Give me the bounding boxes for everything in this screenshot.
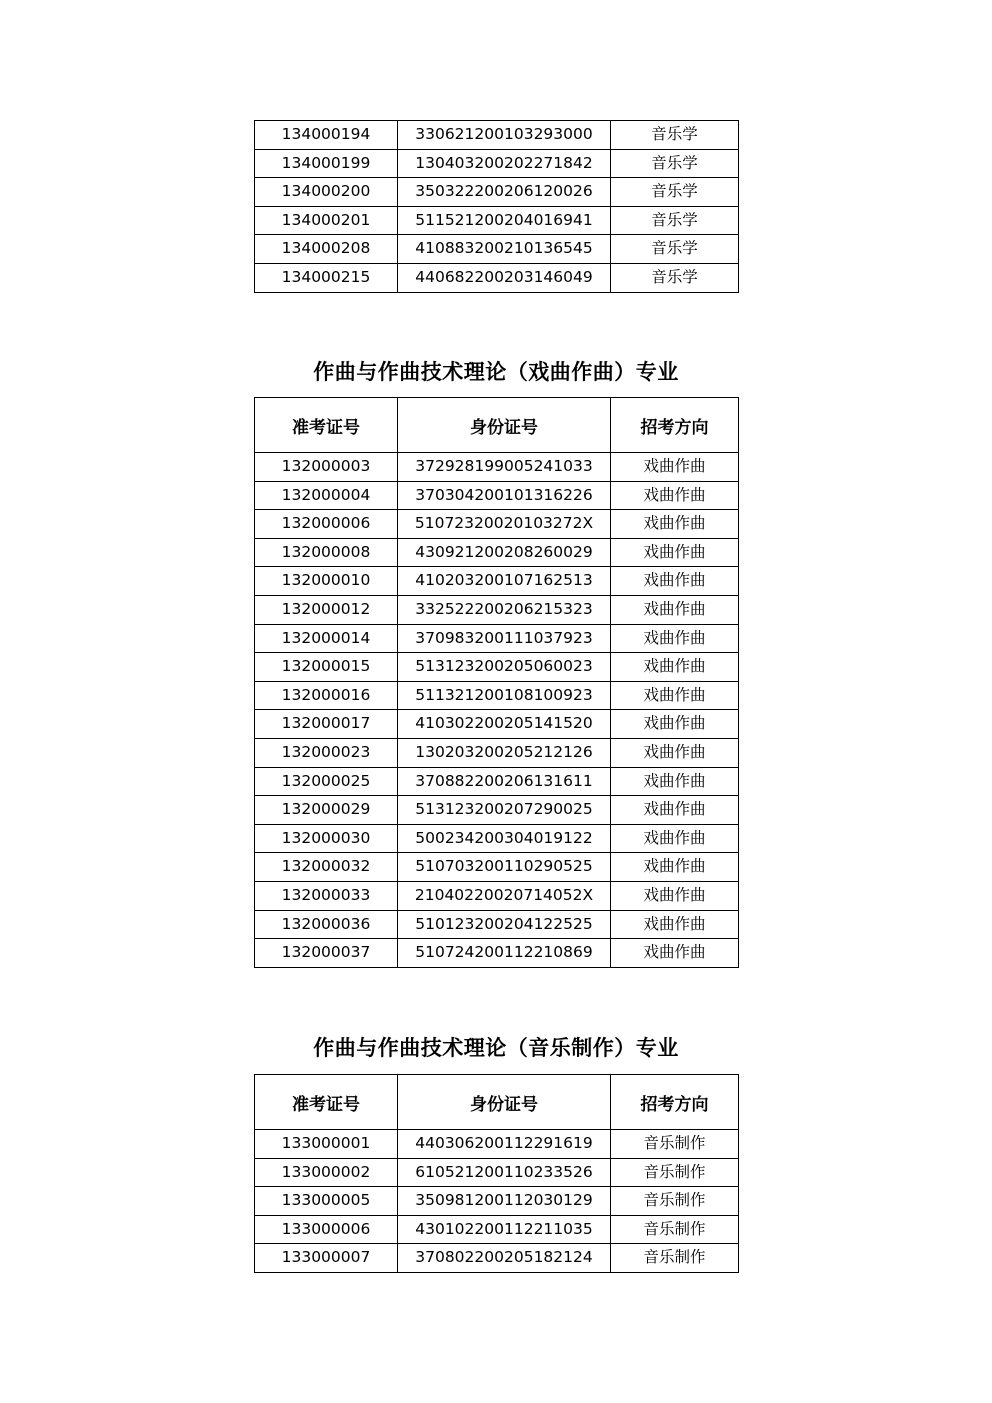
cell-direction: 戏曲作曲 (611, 653, 739, 682)
cell-id-number: 330621200103293000 (398, 121, 611, 150)
cell-direction: 戏曲作曲 (611, 681, 739, 710)
table-row (255, 624, 739, 653)
opera-composition-table (254, 397, 739, 968)
cell-exam-number: 134000201 (255, 206, 398, 235)
table-row (255, 235, 739, 264)
cell-id-number: 350981200112030129 (398, 1187, 611, 1216)
cell-direction: 音乐学 (611, 235, 739, 264)
cell-direction: 戏曲作曲 (611, 881, 739, 910)
cell-direction: 戏曲作曲 (611, 453, 739, 482)
cell-exam-number: 134000194 (255, 121, 398, 150)
music-table-body (255, 121, 739, 293)
table-row (255, 910, 739, 939)
cell-direction: 音乐制作 (611, 1158, 739, 1187)
cell-id-number: 350322200206120026 (398, 178, 611, 207)
table-row (255, 1187, 739, 1216)
cell-direction: 戏曲作曲 (611, 853, 739, 882)
cell-id-number: 610521200110233526 (398, 1158, 611, 1187)
cell-id-number: 410302200205141520 (398, 710, 611, 739)
cell-direction: 戏曲作曲 (611, 538, 739, 567)
cell-id-number: 130203200205212126 (398, 738, 611, 767)
cell-id-number: 332522200206215323 (398, 595, 611, 624)
cell-exam-number: 132000003 (255, 453, 398, 482)
header-exam-number: 准考证号 (255, 1075, 398, 1130)
table-row (255, 738, 739, 767)
table-row (255, 1215, 739, 1244)
table-row (255, 263, 739, 292)
cell-exam-number: 132000017 (255, 710, 398, 739)
cell-id-number: 500234200304019122 (398, 824, 611, 853)
cell-exam-number: 132000037 (255, 939, 398, 968)
table-row (255, 767, 739, 796)
cell-id-number: 513123200207290025 (398, 796, 611, 825)
opera-composition-heading: 作曲与作曲技术理论（戏曲作曲）专业 (313, 360, 679, 384)
cell-direction: 音乐制作 (611, 1187, 739, 1216)
cell-exam-number: 133000001 (255, 1130, 398, 1159)
cell-direction: 戏曲作曲 (611, 767, 739, 796)
cell-id-number: 430921200208260029 (398, 538, 611, 567)
table-row (255, 453, 739, 482)
cell-id-number: 440306200112291619 (398, 1130, 611, 1159)
cell-id-number: 510724200112210869 (398, 939, 611, 968)
cell-id-number: 410883200210136545 (398, 235, 611, 264)
cell-direction: 音乐学 (611, 206, 739, 235)
table-row (255, 1130, 739, 1159)
cell-exam-number: 132000012 (255, 595, 398, 624)
table-row (255, 206, 739, 235)
cell-direction: 戏曲作曲 (611, 738, 739, 767)
table-header-row (255, 398, 739, 453)
table-row (255, 1244, 739, 1273)
cell-exam-number: 134000200 (255, 178, 398, 207)
cell-exam-number: 134000215 (255, 263, 398, 292)
cell-exam-number: 132000004 (255, 481, 398, 510)
cell-direction: 戏曲作曲 (611, 796, 739, 825)
cell-direction: 音乐制作 (611, 1244, 739, 1273)
header-exam-number: 准考证号 (255, 398, 398, 453)
cell-direction: 音乐学 (611, 263, 739, 292)
cell-direction: 音乐学 (611, 121, 739, 150)
cell-id-number: 370304200101316226 (398, 481, 611, 510)
cell-id-number: 51072320020103272X (398, 510, 611, 539)
cell-direction: 戏曲作曲 (611, 510, 739, 539)
cell-direction: 戏曲作曲 (611, 824, 739, 853)
table-row (255, 538, 739, 567)
cell-id-number: 430102200112211035 (398, 1215, 611, 1244)
table-row (255, 653, 739, 682)
header-id-number: 身份证号 (398, 398, 611, 453)
cell-id-number: 410203200107162513 (398, 567, 611, 596)
cell-id-number: 513123200205060023 (398, 653, 611, 682)
table-row (255, 510, 739, 539)
cell-id-number: 510123200204122525 (398, 910, 611, 939)
cell-exam-number: 132000014 (255, 624, 398, 653)
table-row (255, 681, 739, 710)
cell-exam-number: 132000016 (255, 681, 398, 710)
cell-direction: 音乐制作 (611, 1215, 739, 1244)
table-row (255, 481, 739, 510)
cell-exam-number: 133000002 (255, 1158, 398, 1187)
cell-id-number: 21040220020714052X (398, 881, 611, 910)
cell-direction: 音乐学 (611, 149, 739, 178)
cell-exam-number: 132000015 (255, 653, 398, 682)
cell-exam-number: 132000036 (255, 910, 398, 939)
cell-id-number: 370882200206131611 (398, 767, 611, 796)
cell-direction: 戏曲作曲 (611, 481, 739, 510)
cell-exam-number: 134000208 (255, 235, 398, 264)
music-production-table (254, 1074, 739, 1273)
table-row (255, 881, 739, 910)
header-direction: 招考方向 (611, 1075, 739, 1130)
table-row (255, 595, 739, 624)
table-header-row (255, 1075, 739, 1130)
cell-id-number: 510703200110290525 (398, 853, 611, 882)
table-row (255, 121, 739, 150)
table-row (255, 149, 739, 178)
cell-id-number: 130403200202271842 (398, 149, 611, 178)
cell-direction: 戏曲作曲 (611, 567, 739, 596)
cell-exam-number: 133000007 (255, 1244, 398, 1273)
header-direction: 招考方向 (611, 398, 739, 453)
cell-direction: 音乐学 (611, 178, 739, 207)
header-id-number: 身份证号 (398, 1075, 611, 1130)
table-row (255, 824, 739, 853)
music-production-table-body (255, 1130, 739, 1273)
cell-direction: 戏曲作曲 (611, 910, 739, 939)
cell-direction: 戏曲作曲 (611, 624, 739, 653)
cell-direction: 戏曲作曲 (611, 710, 739, 739)
cell-id-number: 370802200205182124 (398, 1244, 611, 1273)
table-row (255, 178, 739, 207)
opera-composition-table-body (255, 453, 739, 968)
music-production-heading: 作曲与作曲技术理论（音乐制作）专业 (313, 1036, 679, 1060)
table-row (255, 1158, 739, 1187)
cell-exam-number: 132000025 (255, 767, 398, 796)
cell-exam-number: 132000010 (255, 567, 398, 596)
cell-id-number: 511521200204016941 (398, 206, 611, 235)
cell-id-number: 372928199005241033 (398, 453, 611, 482)
cell-exam-number: 132000006 (255, 510, 398, 539)
table-row (255, 710, 739, 739)
cell-exam-number: 132000023 (255, 738, 398, 767)
table-row (255, 939, 739, 968)
cell-id-number: 440682200203146049 (398, 263, 611, 292)
music-table (254, 120, 739, 293)
cell-exam-number: 133000006 (255, 1215, 398, 1244)
cell-exam-number: 132000030 (255, 824, 398, 853)
cell-direction: 音乐制作 (611, 1130, 739, 1159)
table-row (255, 567, 739, 596)
table-row (255, 796, 739, 825)
cell-exam-number: 132000032 (255, 853, 398, 882)
cell-exam-number: 132000029 (255, 796, 398, 825)
cell-id-number: 370983200111037923 (398, 624, 611, 653)
table-row (255, 853, 739, 882)
cell-exam-number: 133000005 (255, 1187, 398, 1216)
cell-direction: 戏曲作曲 (611, 939, 739, 968)
cell-id-number: 511321200108100923 (398, 681, 611, 710)
cell-exam-number: 132000008 (255, 538, 398, 567)
cell-exam-number: 132000033 (255, 881, 398, 910)
cell-direction: 戏曲作曲 (611, 595, 739, 624)
cell-exam-number: 134000199 (255, 149, 398, 178)
